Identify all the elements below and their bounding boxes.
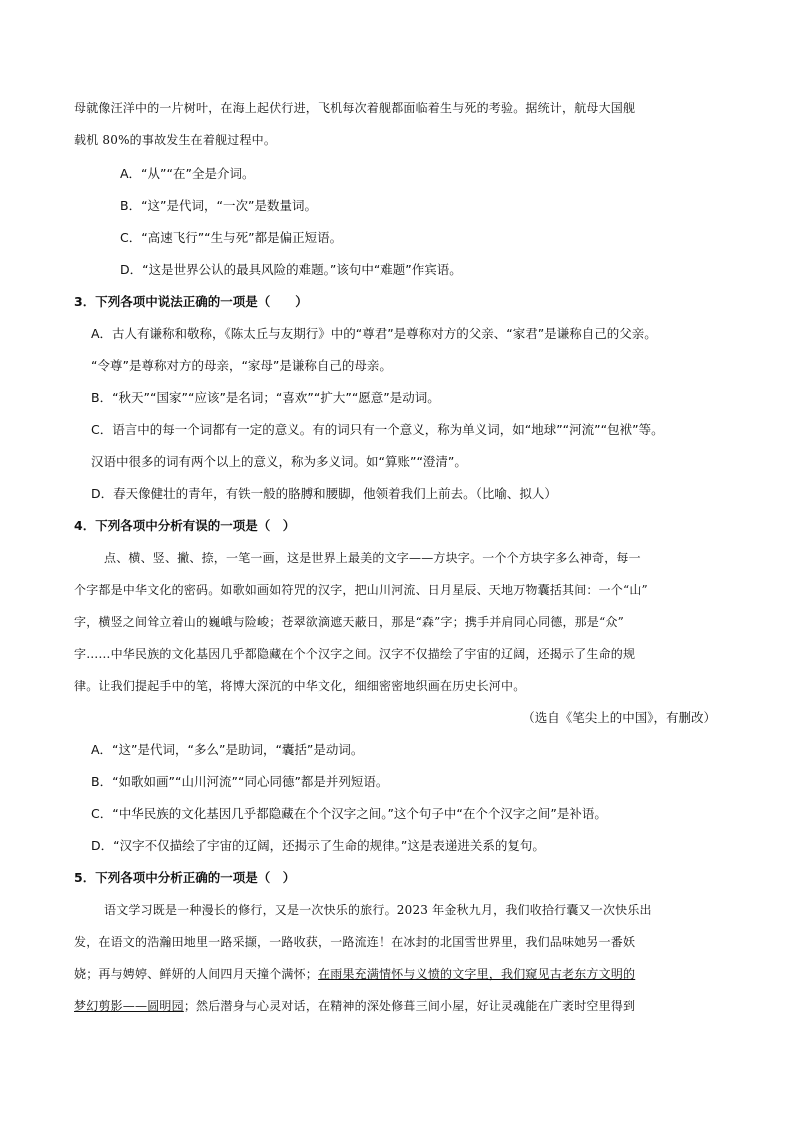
passage-text: ；然后潜身与心灵对话，在精神的深处修葺三间小屋，好让灵魂能在广袤时空里得到 xyxy=(183,999,636,1013)
option-b: B．“秋天”“国家”“应该”是名词；“喜欢”“扩大”“愿意”是动词。 xyxy=(91,390,440,405)
passage-line: 载机 80%的事故发生在着舰过程中。 xyxy=(74,133,277,147)
option-continuation: 汉语中很多的词有两个以上的意义，称为多义词。如“算账”“澄清”。 xyxy=(91,454,467,469)
passage-text: 娆；再与娉婷、鲜妍的人间四月天撞个满怀； xyxy=(74,967,319,981)
option-c: C．语言中的每一个词都有一定的意义。有的词只有一个意义，称为单义词，如“地球”“河流”“包袱”等。 xyxy=(91,422,664,437)
option-a: A．古人有谦称和敬称，《陈太丘与友期行》中的“尊君”是尊称对方的父亲、“家君”是谦称自己的父亲。 xyxy=(91,326,657,341)
source-note: （选自《笔尖上的中国》，有删改） xyxy=(522,710,716,725)
question-5-stem: 5．下列各项中分析正确的一项是（ ） xyxy=(74,870,296,885)
underlined-sentence: 在雨果充满情怀与义愤的文字里，我们窥见古老东方文明的 xyxy=(318,967,636,981)
passage-line xyxy=(74,966,635,982)
question-4-stem: 4．下列各项中分析有误的一项是（ ） xyxy=(74,518,296,533)
passage-line: 字……中华民族的文化基因几乎都隐藏在个个汉字之间。汉字不仅描绘了宇宙的辽阔，还揭示了生命的规 xyxy=(74,647,636,661)
option-d: D．“汉字不仅描绘了宇宙的辽阔，还揭示了生命的规律。”这是表递进关系的复句。 xyxy=(91,838,545,853)
option-d: D．“这是世界公认的最具风险的难题。”该句中“难题”作宾语。 xyxy=(120,262,462,277)
passage-line: 发，在语文的浩瀚田地里一路采撷，一路收获，一路流连！在冰封的北国雪世界里，我们品味她另一番妖 xyxy=(74,935,636,949)
option-c: C．“高速飞行”“生与死”都是偏正短语。 xyxy=(120,230,343,245)
question-3-stem: 3．下列各项中说法正确的一项是（ ） xyxy=(74,294,308,309)
passage-line: 律。让我们提起手中的笔，将博大深沉的中华文化，细细密密地织画在历史长河中。 xyxy=(74,679,526,693)
passage-line: 字，横竖之间耸立着山的巍峨与险峻；苍翠欲滴遮天蔽日，那是“森”字；携手并肩同心同德，那是“众” xyxy=(74,615,624,629)
option-d: D．春天像健壮的青年，有铁一般的胳膊和腰脚，他领着我们上前去。（比喻、拟人） xyxy=(91,486,557,501)
passage-line: 母就像汪洋中的一片树叶，在海上起伏行进，飞机每次着舰都面临着生与死的考验。据统计，航母大国舰 xyxy=(74,101,636,115)
option-c: C．“中华民族的文化基因几乎都隐藏在个个汉字之间。”这个句子中“在个个汉字之间”是补语。 xyxy=(91,806,607,821)
passage-line: 语文学习既是一种漫长的修行，又是一次快乐的旅行。2023 年金秋九月，我们收拾行囊又一次快乐出 xyxy=(104,903,652,917)
option-a: A．“这”是代词，“多么”是助词，“囊括”是动词。 xyxy=(91,742,364,757)
option-continuation: “令尊”是尊称对方的母亲，“家母”是谦称自己的母亲。 xyxy=(91,358,392,373)
passage-line: 点、横、竖、撇、捺，一笔一画，这是世界上最美的文字——方块字。一个个方块字多么神奇，每一 xyxy=(104,551,641,565)
option-a: A．“从”“在”全是介词。 xyxy=(120,166,255,181)
option-b: B．“如歌如画”“山川河流”“同心同德”都是并列短语。 xyxy=(91,774,389,789)
option-b: B．“这”是代词，“一次”是数量词。 xyxy=(120,198,317,213)
underlined-sentence: 梦幻剪影——圆明园 xyxy=(74,999,184,1013)
passage-line xyxy=(74,998,635,1014)
passage-line: 个字都是中华文化的密码。如歌如画如符咒的汉字，把山川河流、日月星辰、天地万物囊括其间：一个“山” xyxy=(74,583,648,597)
